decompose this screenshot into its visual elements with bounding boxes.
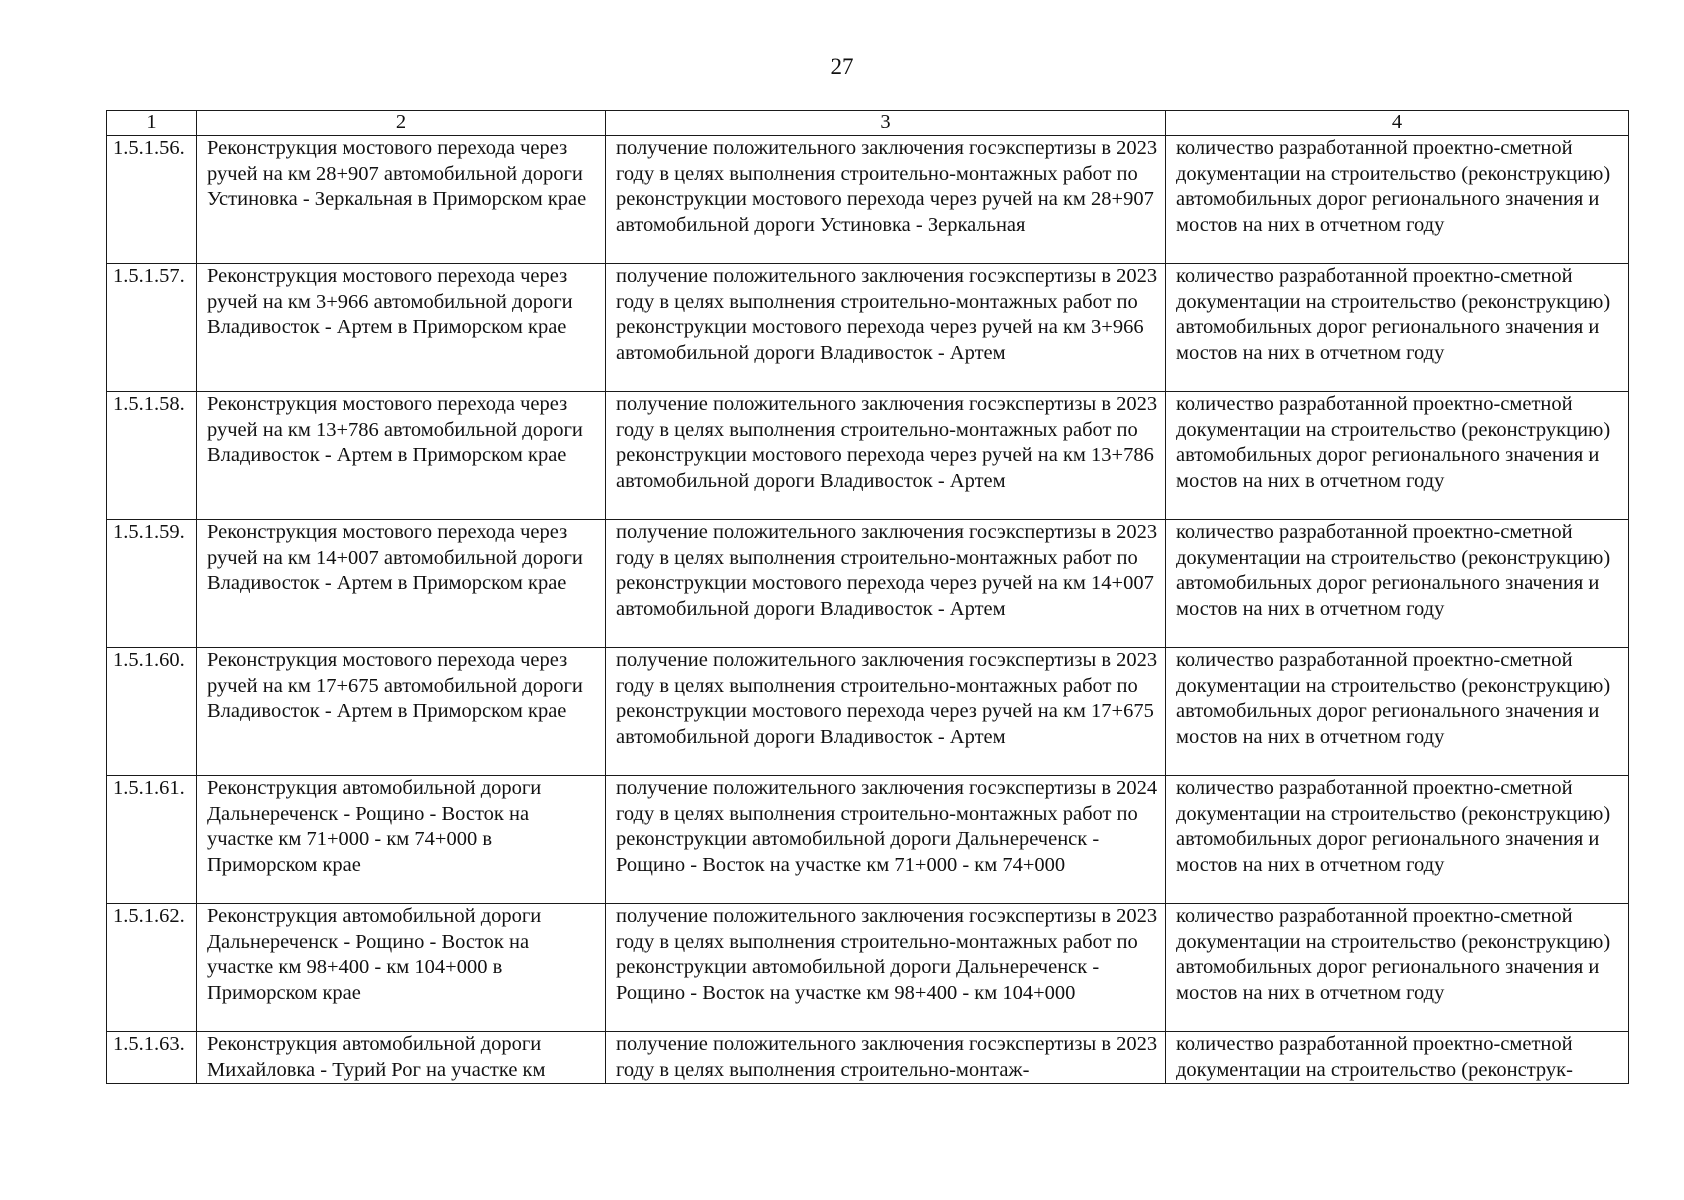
- table-header-row: [107, 111, 1629, 136]
- document-table: [106, 110, 1629, 1084]
- expected-result: получение положительного заключения госэкспертизы в 2023 году в целях выполнения строительно-монтажных работ по реконструкции автомобильной дороги Дальнереченск - Рощино - Восток на участке км 98+400 - км 104+000: [606, 904, 1166, 1032]
- table-row: [107, 648, 1629, 776]
- expected-result: [606, 1032, 1166, 1084]
- table-row: [107, 520, 1629, 648]
- object-name: Реконструкция мостового перехода через ручей на км 28+907 автомобильной дороги Устиновка - Зеркальная в Приморском крае: [197, 136, 606, 264]
- object-name-text: Реконструкция автомобильной дороги Михайловка - Турий Рог на участке км: [207, 1033, 546, 1081]
- row-number: 1.5.1.60.: [107, 648, 197, 776]
- table-row: [107, 264, 1629, 392]
- expected-result: получение положительного заключения госэкспертизы в 2024 году в целях выполнения строительно-монтажных работ по реконструкции автомобильной дороги Дальнереченск - Рощино - Восток на участке км 71+000 - км 74+000: [606, 776, 1166, 904]
- expected-result-text: получение положительного заключения госэкспертизы в 2023 году в целях выполнения строительно-монтаж-: [616, 1033, 1158, 1081]
- indicator-text: количество разработанной проектно-сметной документации на строительство (реконструк-: [1176, 1033, 1573, 1081]
- row-number: 1.5.1.59.: [107, 520, 197, 648]
- row-number: 1.5.1.61.: [107, 776, 197, 904]
- indicator: количество разработанной проектно-сметной документации на строительство (реконструкцию) автомобильных дорог регионального значения и мостов на них в отчетном году: [1166, 264, 1629, 392]
- indicator: количество разработанной проектно-сметной документации на строительство (реконструкцию) автомобильных дорог регионального значения и мостов на них в отчетном году: [1166, 904, 1629, 1032]
- indicator: количество разработанной проектно-сметной документации на строительство (реконструкцию) автомобильных дорог регионального значения и мостов на них в отчетном году: [1166, 136, 1629, 264]
- table-row: [107, 392, 1629, 520]
- indicator: количество разработанной проектно-сметной документации на строительство (реконструкцию) автомобильных дорог регионального значения и мостов на них в отчетном году: [1166, 776, 1629, 904]
- page-number: 27: [830, 54, 854, 79]
- object-name: Реконструкция мостового перехода через ручей на км 3+966 автомобильной дороги Владивосток - Артем в Приморском крае: [197, 264, 606, 392]
- row-number: 1.5.1.56.: [107, 136, 197, 264]
- object-name: Реконструкция мостового перехода через ручей на км 14+007 автомобильной дороги Владивосток - Артем в Приморском крае: [197, 520, 606, 648]
- column-header-3: 3: [606, 111, 1166, 136]
- object-name: Реконструкция автомобильной дороги Дальнереченск - Рощино - Восток на участке км 98+400 - км 104+000 в Приморском крае: [197, 904, 606, 1032]
- column-header-4: 4: [1166, 111, 1629, 136]
- row-number: 1.5.1.62.: [107, 904, 197, 1032]
- object-name: Реконструкция мостового перехода через ручей на км 13+786 автомобильной дороги Владивосток - Артем в Приморском крае: [197, 392, 606, 520]
- object-name: [197, 1032, 606, 1084]
- column-header-1: 1: [107, 111, 197, 136]
- object-name: Реконструкция автомобильной дороги Дальнереченск - Рощино - Восток на участке км 71+000 - км 74+000 в Приморском крае: [197, 776, 606, 904]
- table-row: [107, 1032, 1629, 1084]
- row-number: 1.5.1.63.: [107, 1032, 197, 1084]
- indicator: [1166, 1032, 1629, 1084]
- expected-result: получение положительного заключения госэкспертизы в 2023 году в целях выполнения строительно-монтажных работ по реконструкции мостового перехода через ручей на км 3+966 автомобильной дороги Владивосток - Артем: [606, 264, 1166, 392]
- table-row: [107, 136, 1629, 264]
- table-row: [107, 904, 1629, 1032]
- expected-result: получение положительного заключения госэкспертизы в 2023 году в целях выполнения строительно-монтажных работ по реконструкции мостового перехода через ручей на км 14+007 автомобильной дороги Владивосток - Артем: [606, 520, 1166, 648]
- indicator: количество разработанной проектно-сметной документации на строительство (реконструкцию) автомобильных дорог регионального значения и мостов на них в отчетном году: [1166, 520, 1629, 648]
- row-number: 1.5.1.57.: [107, 264, 197, 392]
- expected-result: получение положительного заключения госэкспертизы в 2023 году в целях выполнения строительно-монтажных работ по реконструкции мостового перехода через ручей на км 17+675 автомобильной дороги Владивосток - Артем: [606, 648, 1166, 776]
- expected-result: получение положительного заключения госэкспертизы в 2023 году в целях выполнения строительно-монтажных работ по реконструкции мостового перехода через ручей на км 13+786 автомобильной дороги Владивосток - Артем: [606, 392, 1166, 520]
- object-name: Реконструкция мостового перехода через ручей на км 17+675 автомобильной дороги Владивосток - Артем в Приморском крае: [197, 648, 606, 776]
- row-number: 1.5.1.58.: [107, 392, 197, 520]
- table-row: [107, 776, 1629, 904]
- expected-result: получение положительного заключения госэкспертизы в 2023 году в целях выполнения строительно-монтажных работ по реконструкции мостового перехода через ручей на км 28+907 автомобильной дороги Устиновка - Зеркальная: [606, 136, 1166, 264]
- indicator: количество разработанной проектно-сметной документации на строительство (реконструкцию) автомобильных дорог регионального значения и мостов на них в отчетном году: [1166, 648, 1629, 776]
- column-header-2: 2: [197, 111, 606, 136]
- indicator: количество разработанной проектно-сметной документации на строительство (реконструкцию) автомобильных дорог регионального значения и мостов на них в отчетном году: [1166, 392, 1629, 520]
